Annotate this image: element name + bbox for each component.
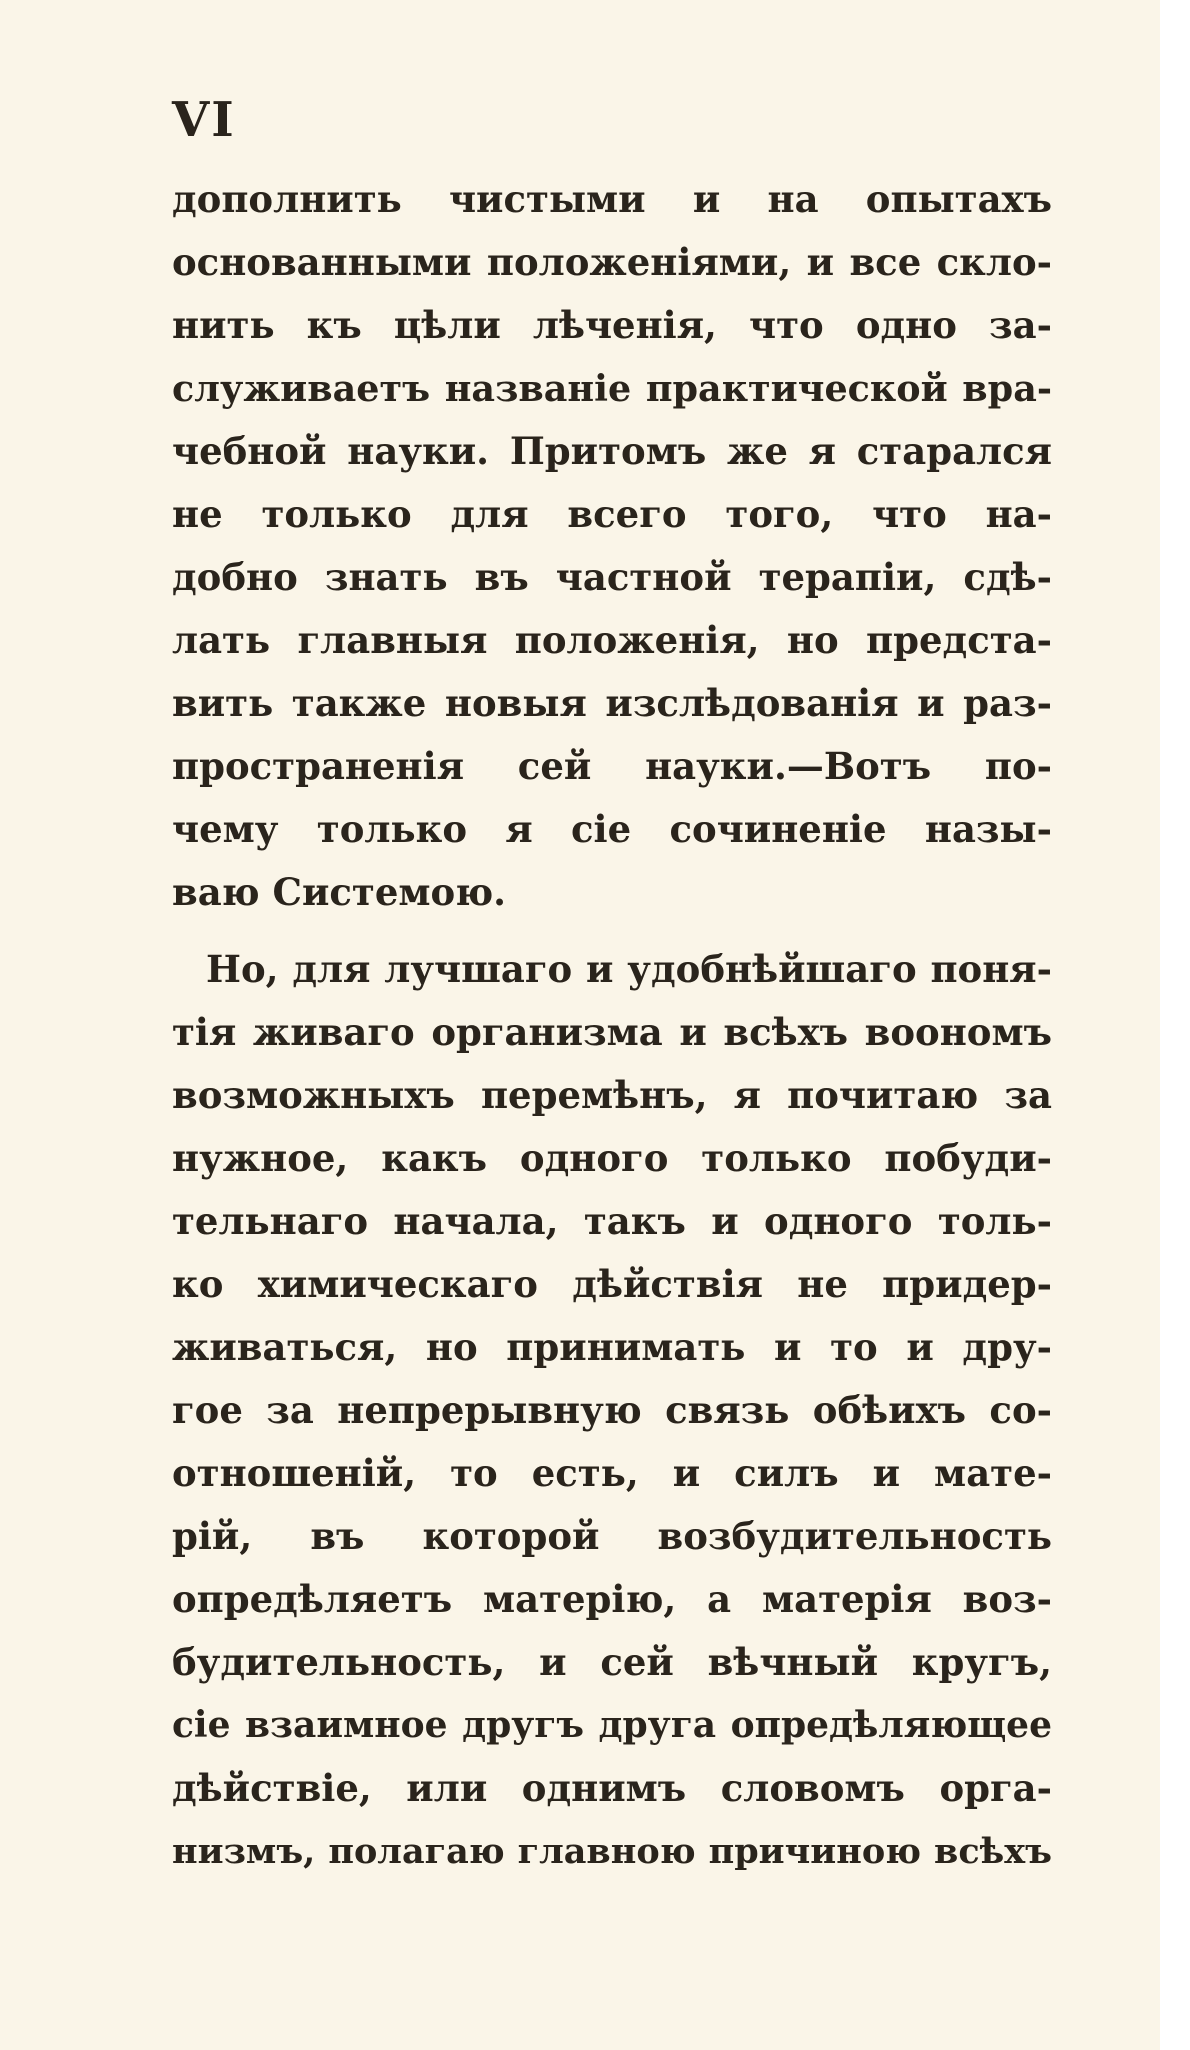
text-line: основанными положенiями, и все скло-	[172, 240, 1052, 284]
text-line: служиваетъ названiе практической вра-	[172, 367, 1052, 410]
paragraph-gap	[172, 924, 1052, 938]
text-line: низмъ, полагаю главною причиною всѣхъ	[172, 1831, 1052, 1872]
paragraph-2	[172, 938, 1052, 1883]
text-line: гое за непрерывную связь обѣихъ со-	[172, 1388, 1052, 1432]
text-line: чему только я сiе сочиненiе назы-	[172, 807, 1052, 851]
text-line: будительность, и сей вѣчный кругъ,	[172, 1640, 1052, 1684]
text-line: живаться, но принимать и то и дру-	[172, 1325, 1052, 1369]
text-line: добно знать въ частной терапiи, сдѣ-	[172, 555, 1052, 599]
text-line: тiя живаго организма и всѣхъ воономъ	[172, 1010, 1052, 1054]
text-line: дополнить чистыми и на опытахъ	[172, 177, 1052, 221]
text-line: сiе взаимное другъ друга опредѣляющее	[172, 1704, 1052, 1746]
text-line: нить къ цѣли лѣченiя, что одно за-	[172, 303, 1052, 347]
text-line: вить также новыя изслѣдованiя и раз-	[172, 681, 1052, 725]
text-line: пространенiя сей науки.—Вотъ по-	[172, 744, 1052, 788]
text-line: чебной науки. Притомъ же я старался	[172, 429, 1052, 473]
page-number: VI	[172, 92, 236, 148]
text-line: рiй, въ которой возбудительность	[172, 1514, 1052, 1558]
text-line: нужное, какъ одного только побуди-	[172, 1136, 1052, 1180]
text-line: ко химическаго дѣйствiя не придер-	[172, 1262, 1052, 1306]
text-line: ваю Системою.	[172, 870, 507, 914]
text-line: Но, для лучшаго и удобнѣйшаго поня-	[206, 947, 1052, 991]
page-edge	[1160, 0, 1190, 2050]
text-line: опредѣляетъ матерiю, а матерiя воз-	[172, 1577, 1052, 1621]
body-text	[172, 168, 1052, 1883]
paragraph-1	[172, 168, 1052, 924]
text-line: дѣйствiе, или однимъ словомъ орга-	[172, 1766, 1052, 1810]
text-line: отношенiй, то есть, и силъ и мате-	[172, 1451, 1052, 1495]
text-line: тельнаго начала, такъ и одного толь-	[172, 1199, 1052, 1243]
text-line: не только для всего того, что на-	[172, 492, 1052, 536]
text-line: лать главныя положенiя, но предста-	[172, 618, 1052, 662]
text-line: возможныхъ перемѣнъ, я почитаю за	[172, 1073, 1052, 1117]
